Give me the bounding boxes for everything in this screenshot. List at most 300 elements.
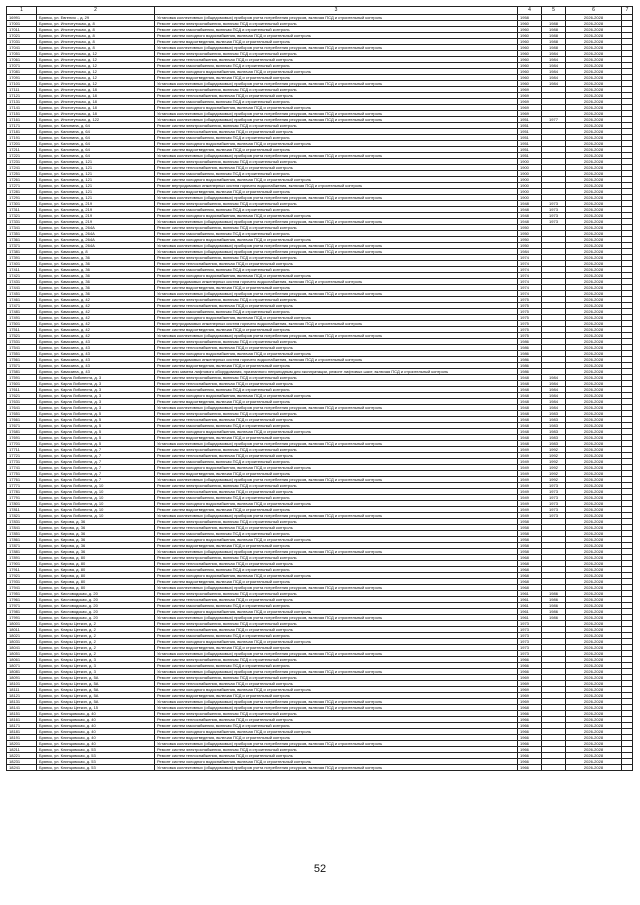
build-year-cell: 1958	[518, 525, 542, 531]
build-year-cell: 1969	[518, 105, 542, 111]
row-number: 17081	[7, 69, 37, 75]
overhaul-year-cell	[542, 765, 566, 771]
build-year-cell: 1960	[518, 81, 542, 87]
address-cell: Брянск, ул. Институтская, д. 18	[37, 105, 155, 111]
overhaul-year-cell: 1988	[542, 21, 566, 27]
work-type-cell: Ремонт систем холодного водоснабжения, включая ПСД и строительный контроль	[155, 729, 518, 735]
row-number: 18011	[7, 627, 37, 633]
address-cell: Брянск, ул. Институтская, д. 8	[37, 27, 155, 33]
column-header: 3	[155, 7, 518, 15]
address-cell: Брянск, ул. Камозина, д. 8	[37, 249, 155, 255]
address-cell: Брянск, ул. Карла Либкнехта, д. 5	[37, 429, 155, 435]
row-number: 17391	[7, 255, 37, 261]
work-type-cell: Ремонт систем теплоснабжения, включая ПСД и строительный контроль	[155, 129, 518, 135]
table-body	[7, 15, 633, 771]
address-cell: Брянск, ул. Институтская, д. 18	[37, 111, 155, 117]
build-year-cell: 1975	[518, 327, 542, 333]
work-type-cell: Ремонт систем газоснабжения, включая ПСД и строительный контроль	[155, 663, 518, 669]
work-type-cell: Ремонт систем теплоснабжения, включая ПСД и строительный контроль	[155, 489, 518, 495]
period-cell: 2026-2028	[566, 477, 622, 483]
address-cell: Брянск, ул. Камозина, д. 43	[37, 369, 155, 375]
address-cell: Брянск, ул. Клары Цеткин, д. 2	[37, 627, 155, 633]
period-cell: 2026-2028	[566, 81, 622, 87]
row-number: 17831	[7, 519, 37, 525]
overhaul-year-cell: 1973	[542, 207, 566, 213]
address-cell: Брянск, ул. Калинина, д. 264А	[37, 237, 155, 243]
build-year-cell: 1949	[518, 489, 542, 495]
build-year-cell: 1949	[518, 495, 542, 501]
address-cell: Брянск, ул. Калинина, д. 64	[37, 141, 155, 147]
build-year-cell: 1966	[518, 723, 542, 729]
period-cell: 2026-2028	[566, 507, 622, 513]
work-type-cell: Ремонт систем электроснабжения, включая ПСД и строительный контроль	[155, 255, 518, 261]
period-cell: 2026-2028	[566, 597, 622, 603]
overhaul-year-cell: 1973	[542, 201, 566, 207]
row-number: 17551	[7, 351, 37, 357]
build-year-cell: 1974	[518, 267, 542, 273]
work-type-cell: Ремонт систем газоснабжения, включая ПСД и строительный контроль	[155, 387, 518, 393]
build-year-cell: 1900	[518, 195, 542, 201]
period-cell: 2026-2028	[566, 633, 622, 639]
build-year-cell: 1960	[518, 27, 542, 33]
build-year-cell: 1951	[518, 123, 542, 129]
row-number: 18211	[7, 747, 37, 753]
address-cell: Брянск, ул. Клары Цеткин, д. 5А	[37, 693, 155, 699]
period-cell: 2026-2028	[566, 513, 622, 519]
period-cell: 2026-2028	[566, 639, 622, 645]
overhaul-year-cell: 1973	[542, 483, 566, 489]
build-year-cell: 1986	[518, 363, 542, 369]
address-cell: Брянск, ул. Камозина, д. 42	[37, 315, 155, 321]
work-type-cell: Ремонт внутридомовых инженерных систем горячего водоснабжения, включая ПСД и строительный контроль	[155, 357, 518, 363]
work-type-cell: Установка коллективных (общедомовых) приборов учета потребления ресурсов, включая ПСД и строительный контроль	[155, 81, 518, 87]
work-type-cell: Установка коллективных (общедомовых) приборов учета потребления ресурсов, включая ПСД и строительный контроль	[155, 765, 518, 771]
address-cell: Брянск, ул. Кирова, д. 36	[37, 519, 155, 525]
period-cell: 2026-2028	[566, 345, 622, 351]
period-cell: 2026-2028	[566, 33, 622, 39]
period-cell: 2026-2028	[566, 147, 622, 153]
overhaul-year-cell: 1983	[542, 435, 566, 441]
row-number: 18231	[7, 759, 37, 765]
work-type-cell: Ремонт систем водоотведения, включая ПСД и строительный контроль	[155, 735, 518, 741]
row-number: 17741	[7, 465, 37, 471]
build-year-cell: 1951	[518, 117, 542, 123]
address-cell: Брянск, ул. Калинина, д. 121	[37, 189, 155, 195]
work-type-cell: Установка коллективных (общедомовых) приборов учета потребления ресурсов, включая ПСД и строительный контроль	[155, 117, 518, 123]
row-number: 17161	[7, 117, 37, 123]
build-year-cell: 1948	[518, 207, 542, 213]
period-cell: 2026-2028	[566, 57, 622, 63]
row-number: 18081	[7, 669, 37, 675]
period-cell: 2026-2028	[566, 441, 622, 447]
period-cell: 2026-2028	[566, 495, 622, 501]
address-cell: Брянск, ул. Карла Либкнехта, д. 7	[37, 477, 155, 483]
table-row	[7, 765, 633, 771]
build-year-cell: 1958	[518, 15, 542, 21]
work-type-cell: Ремонт систем электроснабжения, включая ПСД и строительный контроль	[155, 711, 518, 717]
work-type-cell: Ремонт систем электроснабжения, включая ПСД и строительный контроль	[155, 297, 518, 303]
build-year-cell: 1949	[518, 477, 542, 483]
period-cell: 2026-2028	[566, 699, 622, 705]
work-type-cell: Ремонт систем газоснабжения, включая ПСД и строительный контроль	[155, 231, 518, 237]
build-year-cell: 1948	[518, 405, 542, 411]
work-type-cell: Установка коллективных (общедомовых) приборов учета потребления ресурсов, включая ПСД и строительный контроль	[155, 651, 518, 657]
work-type-cell: Ремонт систем теплоснабжения, включая ПСД и строительный контроль	[155, 753, 518, 759]
column-header: 6	[566, 7, 622, 15]
row-number: 17071	[7, 63, 37, 69]
address-cell: Брянск, ул. Институтская, д. 12	[37, 81, 155, 87]
row-number: 17531	[7, 339, 37, 345]
work-type-cell: Ремонт систем электроснабжения, включая ПСД и строительный контроль	[155, 21, 518, 27]
build-year-cell: 1973	[518, 645, 542, 651]
row-number: 17651	[7, 411, 37, 417]
address-cell: Брянск, ул. Клары Цеткин, д. 2	[37, 651, 155, 657]
period-cell: 2026-2028	[566, 657, 622, 663]
overhaul-year-cell: 1973	[542, 507, 566, 513]
build-year-cell: 1948	[518, 417, 542, 423]
work-type-cell: Ремонт систем электроснабжения, включая ПСД и строительный контроль	[155, 447, 518, 453]
work-type-cell: Ремонт систем электроснабжения, включая ПСД и строительный контроль	[155, 51, 518, 57]
column-header: 5	[542, 7, 566, 15]
period-cell: 2026-2028	[566, 723, 622, 729]
address-cell: Брянск, ул. Карла Либкнехта, д. 5	[37, 441, 155, 447]
period-cell: 2026-2028	[566, 591, 622, 597]
build-year-cell: 1961	[518, 609, 542, 615]
build-year-cell: 1975	[518, 303, 542, 309]
overhaul-year-cell: 1992	[542, 459, 566, 465]
work-type-cell: Ремонт систем теплоснабжения, включая ПСД и строительный контроль	[155, 261, 518, 267]
overhaul-year-cell: 1992	[542, 471, 566, 477]
row-number: 17781	[7, 489, 37, 495]
period-cell: 2026-2028	[566, 423, 622, 429]
address-cell: Брянск, ул. Калинина, д. 264А	[37, 231, 155, 237]
row-number: 17491	[7, 315, 37, 321]
work-type-cell: Ремонт систем водоотведения, включая ПСД и строительный контроль	[155, 363, 518, 369]
overhaul-year-cell: 1984	[542, 63, 566, 69]
period-cell: 2026-2028	[566, 681, 622, 687]
overhaul-year-cell: 1973	[542, 489, 566, 495]
address-cell: Брянск, ул. Карла Либкнехта, д. 5	[37, 435, 155, 441]
work-type-cell: Ремонт систем холодного водоснабжения, включая ПСД и строительный контроль	[155, 213, 518, 219]
address-cell: Брянск, ул. Кирова, д. 80	[37, 585, 155, 591]
work-type-cell: Установка коллективных (общедомовых) приборов учета потребления ресурсов, включая ПСД и строительный контроль	[155, 441, 518, 447]
works-table-sheet	[6, 6, 632, 771]
build-year-cell: 1951	[518, 153, 542, 159]
build-year-cell: 1948	[518, 375, 542, 381]
period-cell: 2026-2028	[566, 561, 622, 567]
row-number: 17641	[7, 405, 37, 411]
build-year-cell: 1950	[518, 225, 542, 231]
period-cell: 2026-2028	[566, 375, 622, 381]
row-number: 17051	[7, 51, 37, 57]
row-number: 17701	[7, 441, 37, 447]
build-year-cell: 1968	[518, 573, 542, 579]
build-year-cell: 1975	[518, 321, 542, 327]
row-number: 17171	[7, 123, 37, 129]
work-type-cell: Ремонт систем холодного водоснабжения, включая ПСД и строительный контроль	[155, 759, 518, 765]
period-cell: 2026-2028	[566, 117, 622, 123]
build-year-cell: 1948	[518, 201, 542, 207]
period-cell: 2026-2028	[566, 237, 622, 243]
address-cell: Брянск, ул. Камозина, д. 36	[37, 255, 155, 261]
row-number: 17021	[7, 33, 37, 39]
row-number: 18141	[7, 705, 37, 711]
row-number: 17011	[7, 27, 37, 33]
row-number: 17111	[7, 87, 37, 93]
work-type-cell: Установка коллективных (общедомовых) приборов учета потребления ресурсов, включая ПСД и строительный контроль	[155, 477, 518, 483]
address-cell: Брянск, ул. Камозина, д. 42	[37, 333, 155, 339]
overhaul-year-cell: 1988	[542, 27, 566, 33]
build-year-cell: 1960	[518, 21, 542, 27]
address-cell: Брянск, ул. Кирова, д. 80	[37, 579, 155, 585]
row-number: 18071	[7, 663, 37, 669]
row-number: 17331	[7, 219, 37, 225]
row-number: 17291	[7, 195, 37, 201]
work-type-cell: Ремонт систем электроснабжения, включая ПСД и строительный контроль	[155, 159, 518, 165]
work-type-cell: Ремонт систем теплоснабжения, включая ПСД и строительный контроль	[155, 57, 518, 63]
work-type-cell: Установка коллективных (общедомовых) приборов учета потребления ресурсов, включая ПСД и строительный контроль	[155, 705, 518, 711]
build-year-cell: 1951	[518, 141, 542, 147]
work-type-cell: Установка коллективных (общедомовых) приборов учета потребления ресурсов, включая ПСД и строительный контроль	[155, 741, 518, 747]
build-year-cell: 1973	[518, 639, 542, 645]
period-cell: 2026-2028	[566, 465, 622, 471]
period-cell: 2026-2028	[566, 663, 622, 669]
work-type-cell: Ремонт систем водоотведения, включая ПСД и строительный контроль	[155, 645, 518, 651]
build-year-cell: 1966	[518, 717, 542, 723]
build-year-cell: 1900	[518, 159, 542, 165]
build-year-cell: 1960	[518, 51, 542, 57]
overhaul-year-cell: 1988	[542, 39, 566, 45]
work-type-cell: Ремонт систем теплоснабжения, включая ПСД и строительный контроль	[155, 417, 518, 423]
build-year-cell: 1949	[518, 465, 542, 471]
work-type-cell: Ремонт систем электроснабжения, включая ПСД и строительный контроль	[155, 123, 518, 129]
work-type-cell: Ремонт систем электроснабжения, включая ПСД и строительный контроль	[155, 375, 518, 381]
overhaul-year-cell: 1984	[542, 405, 566, 411]
row-number: 18061	[7, 657, 37, 663]
build-year-cell: 1900	[518, 183, 542, 189]
work-type-cell: Установка коллективных (общедомовых) приборов учета потребления ресурсов, включая ПСД и строительный контроль	[155, 243, 518, 249]
build-year-cell: 1948	[518, 435, 542, 441]
build-year-cell: 1974	[518, 273, 542, 279]
row-number: 17611	[7, 387, 37, 393]
row-number: 17521	[7, 333, 37, 339]
address-cell: Брянск, ул. Клинцовская, д. 40	[37, 711, 155, 717]
work-type-cell: Ремонт систем электроснабжения, включая ПСД и строительный контроль	[155, 621, 518, 627]
build-year-cell: 1973	[518, 651, 542, 657]
address-cell: Брянск, ул. Институтская, д. 12	[37, 51, 155, 57]
row-number: 17381	[7, 249, 37, 255]
build-year-cell: 1974	[518, 261, 542, 267]
build-year-cell: 1973	[518, 627, 542, 633]
work-type-cell: Установка коллективных (общедомовых) приборов учета потребления ресурсов, включая ПСД и строительный контроль	[155, 615, 518, 621]
row-number: 18131	[7, 699, 37, 705]
work-type-cell: Ремонт систем холодного водоснабжения, включая ПСД и строительный контроль	[155, 393, 518, 399]
build-year-cell: 1948	[518, 441, 542, 447]
work-type-cell: Ремонт систем холодного водоснабжения, включая ПСД и строительный контроль	[155, 573, 518, 579]
work-type-cell: Ремонт систем теплоснабжения, включая ПСД и строительный контроль	[155, 627, 518, 633]
build-year-cell: 1948	[518, 219, 542, 225]
work-type-cell: Ремонт систем электроснабжения, включая ПСД и строительный контроль	[155, 339, 518, 345]
row-number: 17311	[7, 207, 37, 213]
build-year-cell: 1948	[518, 387, 542, 393]
build-year-cell: 1958	[518, 549, 542, 555]
work-type-cell: Установка коллективных (общедомовых) приборов учета потребления ресурсов, включая ПСД и строительный контроль	[155, 219, 518, 225]
period-cell: 2026-2028	[566, 501, 622, 507]
work-type-cell: Ремонт систем водоотведения, включая ПСД и строительный контроль	[155, 507, 518, 513]
build-year-cell: 1948	[518, 393, 542, 399]
address-cell: Брянск, ул. Кисловодская, д. 20	[37, 597, 155, 603]
work-type-cell: Ремонт внутридомовых инженерных систем горячего водоснабжения, включая ПСД и строительный контроль	[155, 183, 518, 189]
work-type-cell: Ремонт систем холодного водоснабжения, включая ПСД и строительный контроль	[155, 429, 518, 435]
build-year-cell: 1961	[518, 597, 542, 603]
work-type-cell: Ремонт систем водоотведения, включая ПСД и строительный контроль	[155, 435, 518, 441]
period-cell: 2026-2028	[566, 105, 622, 111]
work-type-cell: Ремонт систем холодного водоснабжения, включая ПСД и строительный контроль	[155, 273, 518, 279]
row-number: 17601	[7, 381, 37, 387]
work-type-cell: Ремонт систем холодного водоснабжения, включая ПСД и строительный контроль	[155, 237, 518, 243]
work-type-cell: Ремонт внутридомовых инженерных систем горячего водоснабжения, включая ПСД и строительный контроль	[155, 279, 518, 285]
period-cell: 2026-2028	[566, 393, 622, 399]
address-cell: Брянск, ул. Калинина, д. 264А	[37, 225, 155, 231]
address-cell: Брянск, ул. Институтская, д. 18	[37, 99, 155, 105]
period-cell: 2026-2028	[566, 615, 622, 621]
address-cell: Брянск, ул. Карла Либкнехта, д. 3	[37, 381, 155, 387]
row-number: 17821	[7, 513, 37, 519]
empty-cell	[622, 765, 633, 771]
period-cell: 2026-2028	[566, 165, 622, 171]
period-cell: 2026-2028	[566, 417, 622, 423]
row-number: 18091	[7, 675, 37, 681]
work-type-cell: Установка коллективных (общедомовых) приборов учета потребления ресурсов, включая ПСД и строительный контроль	[155, 405, 518, 411]
address-cell: Брянск, ул. Клары Цеткин, д. 5А	[37, 699, 155, 705]
period-cell: 2026-2028	[566, 93, 622, 99]
address-cell: Брянск, ул. Карла Либкнехта, д. 7	[37, 453, 155, 459]
row-number: 17911	[7, 567, 37, 573]
work-type-cell: Ремонт систем газоснабжения, включая ПСД и строительный контроль	[155, 63, 518, 69]
address-cell: Брянск, ул. Калинина, д. 219	[37, 213, 155, 219]
address-cell: Брянск, ул. Камозина, д. 42	[37, 327, 155, 333]
row-number: 17361	[7, 237, 37, 243]
period-cell: 2026-2028	[566, 717, 622, 723]
build-year-cell: 1950	[518, 231, 542, 237]
address-cell: Брянск, ул. Камозина, д. 36	[37, 273, 155, 279]
period-cell: 2026-2028	[566, 675, 622, 681]
period-cell: 2026-2028	[566, 747, 622, 753]
build-year-cell: 1969	[518, 693, 542, 699]
build-year-cell: 1986	[518, 369, 542, 375]
work-type-cell: Ремонт систем электроснабжения, включая ПСД и строительный контроль	[155, 747, 518, 753]
row-number: 18171	[7, 723, 37, 729]
work-type-cell: Ремонт внутридомовых инженерных систем горячего водоснабжения, включая ПСД и строительный контроль	[155, 321, 518, 327]
address-cell: Брянск, ул. Институтская, д. 8	[37, 39, 155, 45]
address-cell: Брянск, ул. Клары Цеткин, д. 3	[37, 657, 155, 663]
address-cell: Брянск, ул. Карла Либкнехта, д. 7	[37, 447, 155, 453]
period-cell: 2026-2028	[566, 231, 622, 237]
address-cell: Брянск, ул. Камозина, д. 36	[37, 261, 155, 267]
period-cell: 2026-2028	[566, 543, 622, 549]
build-year-cell: 1968	[518, 585, 542, 591]
address-cell: Брянск, ул. Институтская, д. 12	[37, 69, 155, 75]
period-cell: 2026-2028	[566, 603, 622, 609]
work-type-cell: Ремонт систем водоотведения, включая ПСД и строительный контроль	[155, 39, 518, 45]
column-header: 1	[7, 7, 37, 15]
work-type-cell: Ремонт систем газоснабжения, включая ПСД и строительный контроль	[155, 459, 518, 465]
row-number: 17981	[7, 609, 37, 615]
row-number: 17931	[7, 579, 37, 585]
address-cell: Брянск, ул. Кирова, д. 36	[37, 525, 155, 531]
work-type-cell: Установка коллективных (общедомовых) приборов учета потребления ресурсов, включая ПСД и строительный контроль	[155, 513, 518, 519]
address-cell: Брянск, ул. Кирова, д. 36	[37, 543, 155, 549]
address-cell: Брянск, ул. Кирова, д. 80	[37, 555, 155, 561]
build-year-cell: 1974	[518, 291, 542, 297]
overhaul-year-cell: 1984	[542, 387, 566, 393]
build-year-cell: 1966	[518, 735, 542, 741]
build-year-cell: 1900	[518, 165, 542, 171]
address-cell: Брянск, ул. Кисловодская, д. 20	[37, 603, 155, 609]
row-number: 17621	[7, 393, 37, 399]
period-cell: 2026-2028	[566, 183, 622, 189]
overhaul-year-cell: 1984	[542, 381, 566, 387]
row-number: 17461	[7, 297, 37, 303]
period-cell: 2026-2028	[566, 261, 622, 267]
build-year-cell: 1975	[518, 297, 542, 303]
row-number: 18151	[7, 711, 37, 717]
address-cell: Брянск, ул. Клары Цеткин, д. 2	[37, 639, 155, 645]
row-number: 17991	[7, 615, 37, 621]
row-number: 17031	[7, 39, 37, 45]
row-number: 17401	[7, 261, 37, 267]
work-type-cell: Ремонт систем газоснабжения, включая ПСД и строительный контроль	[155, 99, 518, 105]
build-year-cell: 1961	[518, 591, 542, 597]
period-cell: 2026-2028	[566, 195, 622, 201]
overhaul-year-cell: 1983	[542, 417, 566, 423]
address-cell: Брянск, ул. Карла Либкнехта, д. 7	[37, 465, 155, 471]
build-year-cell: 1966	[518, 753, 542, 759]
row-number: 17431	[7, 279, 37, 285]
build-year-cell: 1948	[518, 213, 542, 219]
work-type-cell: Ремонт систем газоснабжения, включая ПСД и строительный контроль	[155, 723, 518, 729]
build-year-cell: 1958	[518, 519, 542, 525]
period-cell: 2026-2028	[566, 405, 622, 411]
period-cell: 2026-2028	[566, 309, 622, 315]
period-cell: 2026-2028	[566, 741, 622, 747]
work-type-cell: Ремонт систем холодного водоснабжения, включая ПСД и строительный контроль	[155, 141, 518, 147]
work-type-cell: Ремонт систем электроснабжения, включая ПСД и строительный контроль	[155, 591, 518, 597]
row-number: 17131	[7, 99, 37, 105]
period-cell: 2026-2028	[566, 369, 622, 375]
work-type-cell: Ремонт систем теплоснабжения, включая ПСД и строительный контроль	[155, 303, 518, 309]
address-cell: Брянск, ул. Калинина, д. 121	[37, 195, 155, 201]
overhaul-year-cell: 1973	[542, 213, 566, 219]
address-cell: Брянск, ул. Клары Цеткин, д. 5А	[37, 687, 155, 693]
address-cell: Брянск, ул. Карла Либкнехта, д. 10	[37, 507, 155, 513]
row-number: 17941	[7, 585, 37, 591]
address-cell: Брянск, ул. Калинина, д. 121	[37, 165, 155, 171]
work-type-cell: Ремонт систем холодного водоснабжения, включая ПСД и строительный контроль	[155, 639, 518, 645]
period-cell: 2026-2028	[566, 159, 622, 165]
period-cell: 2026-2028	[566, 63, 622, 69]
address-cell: Брянск, ул. Клары Цеткин, д. 2	[37, 621, 155, 627]
address-cell: Брянск, ул. Калинина, д. 64	[37, 147, 155, 153]
row-number: 17971	[7, 603, 37, 609]
build-year-cell: 1950	[518, 237, 542, 243]
period-cell: 2026-2028	[566, 363, 622, 369]
work-type-cell: Ремонт систем холодного водоснабжения, включая ПСД и строительный контроль	[155, 351, 518, 357]
work-type-cell: Ремонт систем теплоснабжения, включая ПСД и строительный контроль	[155, 681, 518, 687]
overhaul-year-cell: 1977	[542, 117, 566, 123]
period-cell: 2026-2028	[566, 435, 622, 441]
period-cell: 2026-2028	[566, 135, 622, 141]
